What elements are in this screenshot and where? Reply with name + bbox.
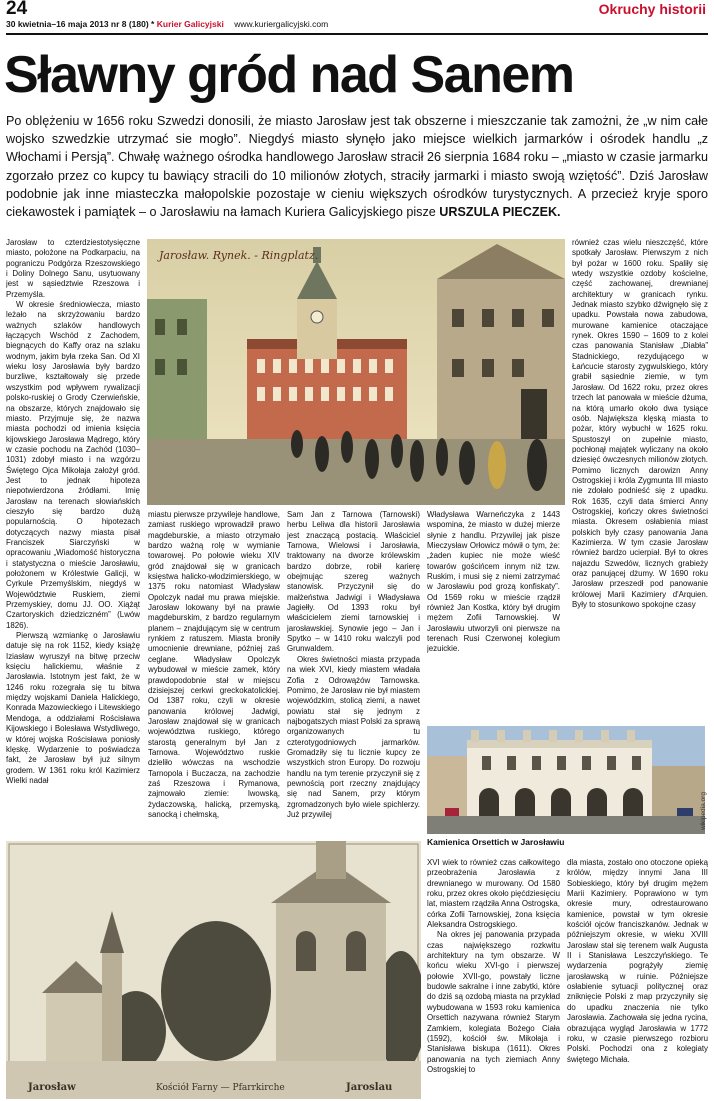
text-column-3 — [287, 510, 420, 838]
article-title: Sławny gród nad Sanem — [4, 46, 574, 104]
section-title: Okruchy historii — [598, 1, 706, 17]
church-postcard-left: Jarosław — [28, 1082, 76, 1093]
paragraph: XVI wiek to również czas całkowitego przeobrażenia Jarosławia z drewnianego w murowany. Od 1580 roku, przez okres około pięćdziesięciu lat, miastem rządziła Anna Ostrogska, córka Zofii Tarnowskiej, żona księcia Aleksandra Ostrogskiego. — [427, 858, 560, 930]
brand-name: Kurier Galicyjski — [156, 19, 224, 29]
market-postcard-title: Jarosław. Rynek. - Ringplatz. — [159, 249, 319, 262]
text-column-2 — [148, 510, 280, 838]
text-column-1 — [6, 238, 140, 838]
lead-author: URSZULA PIECZEK. — [439, 205, 561, 220]
header-rule — [6, 33, 708, 35]
paragraph: Sam Jan z Tarnowa (Tarnowski) herbu Leliwa dla historii Jarosławia jest znaczącą postacią. Właściciel Tarnowa, Wielowsi i Jarosławia, traktowany na dworze królewskim bardzo dobrze, robił karierę obejmując szereg ważnych stanowisk. Przyczynił się do małżeństwa Jadwigi i Władysława Jagiełły. Od 1393 roku był właścicielem ziemi tarnowskiej i jarosławskiej. Synowie jego – Jan i Spytko – w 1410 roku walczyli pod Grunwaldem. — [287, 510, 420, 654]
paragraph: Okres świetności miasta przypada na wiek XVI, kiedy miastem władała Zofia z Odrowążów Tarnowska. Pomimo, że Jarosław nie był miastem wojewódzkim, stolicą ziemi, a nawet powiatu stał się jednym z najbogatszych miast Polski za sprawą organizowanych tu czterotygodniowych jarmarków. Gromadziły się tu licznie kupcy ze wszystkich stron Europy. Do rozwoju handlu na tym terenie przyczynił się z pewnością port rzeczny znajdujący się nad Sanem, przy którym zgromadzonych było wiele spichlerzy. Już przywilej — [287, 654, 420, 819]
photo-credit: wikipedia.org — [700, 792, 707, 830]
paragraph: miastu pierwsze przywileje handlowe, zamiast ruskiego wprowadził prawo magdeburskie, a miasto otrzymało bardzo ważną rolę w wymianie towarowej. Po połowie wieku XIV gród znajdował się w granicach księstwa halicko-włodzimierskiego, w 1375 roku natomiast Władysław Opolczyk nadał mu prawa miejskie. Jarosław lokowany był na prawie magdeburskim, z bardzo regularnym planem – znajdującym się w centrum rynkiem z ratuszem. Miasta broniły umocnienie drewniane, później zaś ceglane. Władysław Opolczyk wybudował w mieście zamek, który prawdopodobnie stał w miejscu dzisiejszej cerkwi greckokatolickiej. Od 1387 roku, czyli w okresie panowania królowej Jadwigi, Jarosław znajdował się w granicach województwa ruskiego, którego starostą generalnym był Jan z Tarnowa. Województwo ruskie dzieliło wówczas na wschodzie Tarnopola i Buczacza, na zachodzie zaś Rzeszowa i Rymanowa, zajmowało ziemie: lwowską, żydaczowską, halicką, przemyską, sanocką i chełmską, — [148, 510, 280, 819]
issue-date: 30 kwietnia–16 maja 2013 nr 8 (180) * — [6, 19, 155, 29]
text-column-7 — [567, 858, 708, 1098]
kamienica-illustration — [427, 726, 705, 834]
issue-line — [6, 19, 328, 29]
church-photo — [6, 841, 421, 1099]
paragraph: również czas wielu nieszczęść, które spotkały Jarosław. Pierwszym z nich był pożar w 1600 roku. Spaliły się wtedy wszystkie ozdoby kościelne, część zachowanej, drewnianej architektury w granicach rynku. Jednak miasto szybko dźwignęło się z upadku. Powstała nowa zabudowa, murowane kamienice otaczające rynek. Okres 1590 – 1609 to z kolei czas panowania Stanisław „Diabła” Stadnickiego, rezydującego w Łańcucie starosty zygwulskiego, który grabił sąsiednie ziemie, w tym Jarosław. Od 1622 roku, przez okres trzech lat panowała w mieście dżuma, na którą umarło około dwa tysiące osób. Największa klęską miasta to pożar, który wybuchł w 1625 roku. Spustoszył on zupełnie miasto, pochłonął majątek wyliczany na około dziesięć ówczesnych milionów złotych. Pomimo licznych darowizn Anny Ostrogskiej i króla Zygmunta III miasto nie zdołało podnieść się z upadku. Rok 1635, czyli data śmierci Anny Ostrogskiej, kończy okres świetności miasta. Okresem osłabienia miast polskich były czasy panowania Jana Kazimierza. W tym czasie Jarosław również bardzo ucierpiał. Był to okres najazdu Szwedów, licznych grabieży oraz panującej dżumy. W 1690 roku Jarosław przeszedł pod panowanie królowej Marii Kazimiery d'Arquien. Były to stosunkowo spokojne czasy — [572, 238, 708, 610]
paragraph: Na okres jej panowania przypada czas największego rozkwitu architektury na tym obszarze. W końcu wieku XVI-go i pierwszej połowie XVII-go, powstały liczne budowle sakralne i inne zabytki, które do dziś są ozdobą miasta na przykład wybudowana w 1593 roku kamienica Orsettich nazywana również Starym Zamkiem, kolegiata Bożego Ciała (1592), kościół św. Mikołaja i Stanisława biskupa (1611). Okres panowania na tych ziemiach Anny Ostrogskiej to — [427, 930, 560, 1074]
lead-text: Po oblężeniu w 1656 roku Szwedzi donosili, że miasto Jarosław jest tak obszerne i mieszczanie tak zamożni, że „w nim całe wojsko szwedzkie utrzymać sie mogło”. Niegdyś miasto słynęło jako miejsce wielkich jarmarków i ośrodek handlu „z Włochami i Persją”. Chwałę ważnego ośrodka handlowego Jarosław stracił 26 sierpnia 1684 roku – „miasto w czasie jarmarku zgorzało przez co kupcy tu bawiący stracili do 10 milionów złotych, straciły jarmarki i miasto swoją wziętość”. Dziś Jarosław podobnie jak inne miasteczka małopolskie pozostaje w cieniu większych ośrodków turystycznych. A przecież kryje sporo ciekawostek i pamiątek – o Jarosławiu na łamach Kuriera Galicyjskiego pisze — [6, 114, 708, 220]
site-url[interactable]: www.kuriergalicyjski.com — [234, 19, 329, 29]
market-square-photo — [147, 239, 565, 505]
kamienica-caption: Kamienica Orsettich w Jarosławiu — [427, 837, 565, 847]
paragraph: dla miasta, zostało ono otoczone opieką królów, między innymi Jana III Sobieskiego, który był drugim mężem Marii Kazimiery. Poprawiono w tym okresie mury, odrestaurowano kamienice, powstał w tym okresie kościół ojców franciszkanów. Jednak w późniejszym okresie, w wieku XVIII Jarosław stał się terenem walk Augusta II i Stanisława Leszczyńskiego. Te wydarzenia pogrążyły ziemię jarosławską w ruinie. Późniejsze osłabienie sytuacji politycznej oraz zniknięcie Polski z map przyczyniły się do upadku znaczenia nie tylko Jarosławia. Zachowała się jedna rycina, obrazująca wygląd Jarosławia w 1772 roku, w czasie pierwszego rozbioru Polski. Pochodzi ona z kolegiaty świętego Michała. — [567, 858, 708, 1064]
church-postcard-right: Jaroslau — [346, 1082, 393, 1093]
paragraph: Jarosław to czterdziestotysięczne miasto, położone na Podkarpaciu, na pograniczu Podgórza Rzeszowskiego i Doliny Dolnego Sanu, usytuowany jest w sąsiedztwie Rzeszowa i Przemyśla. — [6, 238, 140, 299]
text-column-5 — [572, 238, 708, 700]
market-square-illustration — [147, 239, 565, 505]
paragraph: W okresie średniowiecza, miasto leżało na skrzyżowaniu bardzo ważnych szlaków handlowych łączących Wschód z Zachodem, biegnących do Kaffy oraz na szlaku wodnym, jakim była rzeka San. Od XI wieku losy Jarosławia były bardzo burzliwe, kształtowały się przede wszystkim pod wpływem rywalizacji polsko-ruskiej o Grody Czerwieńskie, na obszarze, których znajdowało się miasto. Przyjmuje się, że nazwa miasta pochodzi od imienia księcia kijowskiego Jarosława Mądrego, który w czasie pochodu na Zachód (1030–1031) zdobył miasto i na wzgórzu Świętego Ojca Mikołaja założył gród. Jest to jednak hipoteza niepotwierdzona źródłami. Imię Jarosław na terenach słowiańskich cieszyło się bardzo dużą popularnością. O hipotezach dotyczących nazwy miasta pisał Franciszek Siarczyński w opracowaniu „Wiadomość historyczna i statystyczna o mieście Jarosławiu, położonem w Królestwie Galicji, w Cyrkule Przemyślskim, niegdyś w Województwie Ruskiem, ziemi Przemyskiey, domu JJ. OO. Xiążąt Czartoryskich dziedziczném” (Lwów 1826). — [6, 300, 140, 630]
kamienica-photo — [427, 726, 705, 834]
church-illustration — [6, 841, 421, 1099]
page-number: 24 — [6, 0, 28, 19]
article-lead — [6, 112, 708, 221]
paragraph: Władysława Warneńczyka z 1443 wspomina, że miasto w dużej mierze słynie z handlu. Przywilej jak pisze Mieczysław Orłowicz mówił o tym, że: „żaden kupiec nie może wieść towarów gościńcem innym niż tzw. Ruskim, i musi się z niemi zatrzymać w Jarosławiu pod grozą konfiskaty”. Od 1569 roku w mieście rządził również Jan Kostka, który był drugim mężem Zofii Tarnowskiej. W Jarosławiu utworzyli oni pierwsze na terenach Rusi Czerwonej kolegium jezuickie. — [427, 510, 560, 654]
text-column-6 — [427, 858, 560, 1098]
church-postcard-center: Kościół Farny — Pfarrkirche — [156, 1083, 285, 1093]
text-column-4 — [427, 510, 560, 720]
paragraph: Pierwszą wzmiankę o Jarosławiu datuje się na rok 1152, kiedy książę Iziasław wyruszył na bitwę przeciw księciu halickiemu, właśnie z Jarosławia. Istotnym jest fakt, że w 1246 roku rozegrała się tu bitwa między wojskami Daniela Halickiego, Konrada Mazowieckiego i Litewskiego Mendoga, a oddziałami Rościsława Kijowskiego i Bolesława Wstydliwego, w której wojska Rościsława poniosły klęskę. Wydarzenie to poświadcza fakt, że Jarosław był już silnym grodem. W 1361 roku król Kazimierz Wielki nadał — [6, 631, 140, 785]
